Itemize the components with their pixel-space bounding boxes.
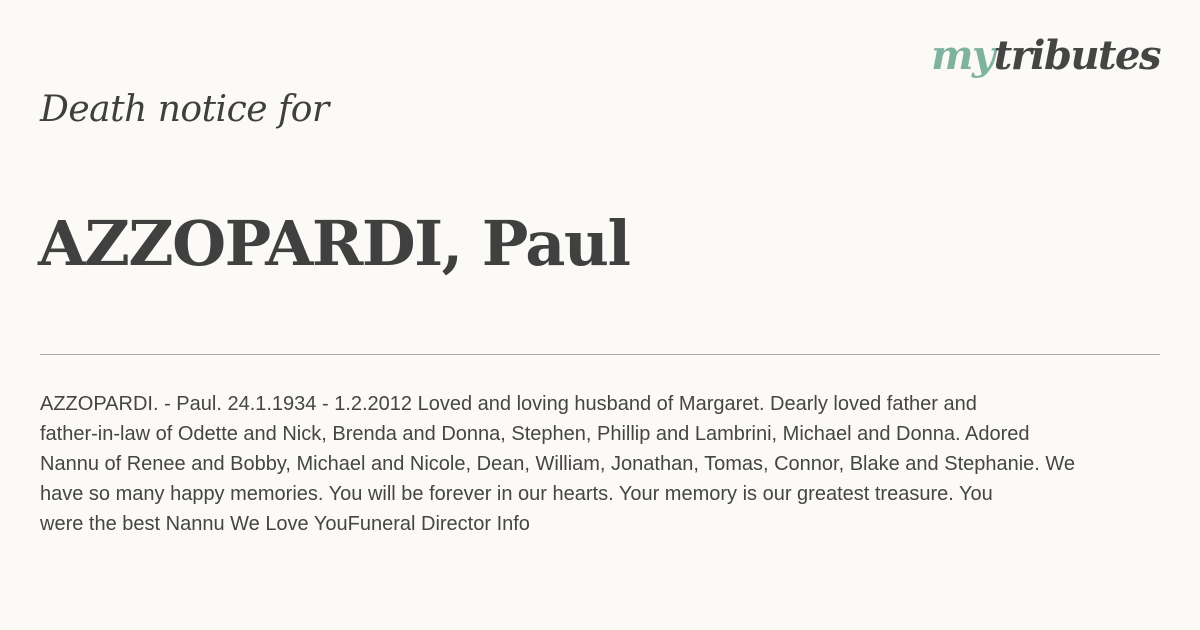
notice-line: were the best Nannu We Love YouFuneral Director Info bbox=[40, 513, 530, 535]
divider bbox=[40, 354, 1160, 355]
notice-line: Nannu of Renee and Bobby, Michael and Nicole, Dean, William, Jonathan, Tomas, Connor, Blake and Stephanie. We bbox=[40, 453, 1076, 475]
logo-my: my bbox=[931, 32, 994, 79]
deceased-name: AZZOPARDI, Paul bbox=[38, 207, 630, 280]
notice-body bbox=[40, 389, 1192, 539]
notice-line: have so many happy memories. You will be forever in our hearts. Your memory is our greatest treasure. You bbox=[40, 483, 993, 505]
notice-heading: Death notice for bbox=[40, 89, 329, 130]
logo-tributes: tributes bbox=[993, 32, 1160, 79]
notice-line: AZZOPARDI. - Paul. 24.1.1934 - 1.2.2012 Loved and loving husband of Margaret. Dearly loved father and bbox=[40, 393, 977, 415]
mytributes-logo[interactable] bbox=[931, 32, 1160, 79]
notice-line: father-in-law of Odette and Nick, Brenda and Donna, Stephen, Phillip and Lambrini, Michael and Donna. Adored bbox=[40, 423, 1030, 445]
